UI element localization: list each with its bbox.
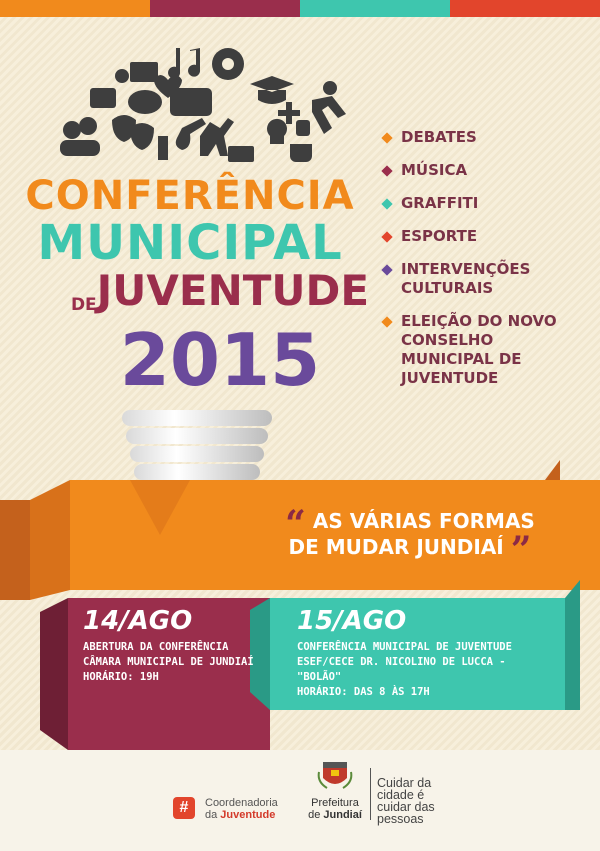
activity-item xyxy=(380,128,595,147)
spray-can-icon xyxy=(158,136,168,160)
coordenadoria-line-1: Coordenadoria xyxy=(205,797,278,809)
thumbs-up-icon xyxy=(296,120,310,136)
footer-divider xyxy=(370,768,371,820)
top-bar-wine xyxy=(150,0,300,17)
title-year: 2015 xyxy=(119,318,321,402)
grad-cap-icon xyxy=(250,76,294,104)
top-bar-red xyxy=(450,0,600,17)
open-quote-mark: “ xyxy=(285,503,306,545)
diamond-bullet-icon xyxy=(381,132,392,143)
top-bar-orange xyxy=(0,0,150,17)
day2-date: 15/AGO xyxy=(297,606,407,636)
activities-list xyxy=(380,128,595,402)
radio-icon xyxy=(228,146,254,162)
activity-label: INTERVENÇÕES CULTURAIS xyxy=(401,260,531,297)
slogan-line: cuidar das xyxy=(377,800,435,814)
slogan-line: pessoas xyxy=(377,812,424,826)
activity-label: GRAFFITI xyxy=(401,194,479,212)
day1-line: CÂMARA MUNICIPAL DE JUNDIAÍ xyxy=(83,656,254,668)
activity-item xyxy=(380,194,595,213)
quote-line-1: AS VÁRIAS FORMAS xyxy=(312,509,535,533)
bus-icon xyxy=(170,88,212,116)
activity-label: ESPORTE xyxy=(401,227,478,245)
activity-item xyxy=(380,161,595,180)
coordenadoria-logo-icon: # xyxy=(173,797,195,819)
activity-item xyxy=(380,312,595,388)
title-line-municipal: MUNICIPAL xyxy=(37,215,343,271)
footer xyxy=(0,750,600,851)
title-line-conferencia: CONFERÊNCIA xyxy=(25,173,355,219)
title-de: DE xyxy=(70,295,97,315)
chat-bubble-icon xyxy=(128,90,162,114)
day1-info xyxy=(83,640,258,685)
day2-info xyxy=(297,640,537,700)
diamond-bullet-icon xyxy=(381,198,392,209)
coffee-icon xyxy=(290,144,312,162)
slogan-line: cidade é xyxy=(377,788,425,802)
city-slogan xyxy=(377,777,435,825)
coordenadoria-juventude: Juventude xyxy=(220,809,276,821)
day2-line: ESEF/CECE DR. NICOLINO DE LUCCA - "BOLÃO" xyxy=(297,656,506,683)
top-color-bar xyxy=(0,0,600,17)
music-note-icon xyxy=(168,48,200,79)
people-icon xyxy=(79,117,97,135)
close-quote-mark: ” xyxy=(510,529,532,571)
slogan-line: Cuidar da xyxy=(377,776,432,790)
prefeitura-jundiai: Jundiaí xyxy=(323,809,362,821)
gear-icon xyxy=(115,69,129,83)
diamond-bullet-icon xyxy=(381,264,392,275)
lightbulb-icon xyxy=(267,119,287,144)
activity-label: MÚSICA xyxy=(401,161,468,179)
day2-line: HORÁRIO: DAS 8 ÀS 17H xyxy=(297,686,430,698)
envelope-icon xyxy=(130,62,158,82)
diamond-bullet-icon xyxy=(381,165,392,176)
title-line-juventude xyxy=(60,266,380,315)
prefeitura-line-1: Prefeitura xyxy=(311,797,359,809)
activity-item xyxy=(380,227,595,246)
briefcase-icon xyxy=(90,88,116,108)
people-icon xyxy=(63,121,81,139)
city-crest-icon xyxy=(317,760,353,790)
coordenadoria-line-2 xyxy=(205,809,278,821)
coordenadoria-da: da xyxy=(205,809,221,821)
diamond-bullet-icon xyxy=(381,316,392,327)
activity-label: ELEIÇÃO DO NOVO CONSELHO MUNICIPAL DE JUVENTUDE xyxy=(401,312,557,387)
quote-line-2: DE MUDAR JUNDIAÍ xyxy=(288,535,504,559)
slogan-quote xyxy=(285,503,535,571)
prefeitura-de: de xyxy=(308,809,324,821)
day2-line: CONFERÊNCIA MUNICIPAL DE JUVENTUDE xyxy=(297,641,512,653)
title-juventude: JUVENTUDE xyxy=(96,266,370,315)
prefeitura-logo xyxy=(305,760,365,821)
diamond-bullet-icon xyxy=(381,231,392,242)
top-bar-teal xyxy=(300,0,450,17)
prefeitura-line-2 xyxy=(305,809,365,821)
day1-line: HORÁRIO: 19H xyxy=(83,671,159,683)
activity-icons-cluster xyxy=(50,40,350,170)
coordenadoria-text xyxy=(205,797,278,821)
day1-date: 14/AGO xyxy=(83,606,193,636)
athlete-icon xyxy=(312,96,346,134)
activity-item xyxy=(380,260,595,298)
activity-label: DEBATES xyxy=(401,128,477,146)
day1-line: ABERTURA DA CONFERÊNCIA xyxy=(83,641,229,653)
